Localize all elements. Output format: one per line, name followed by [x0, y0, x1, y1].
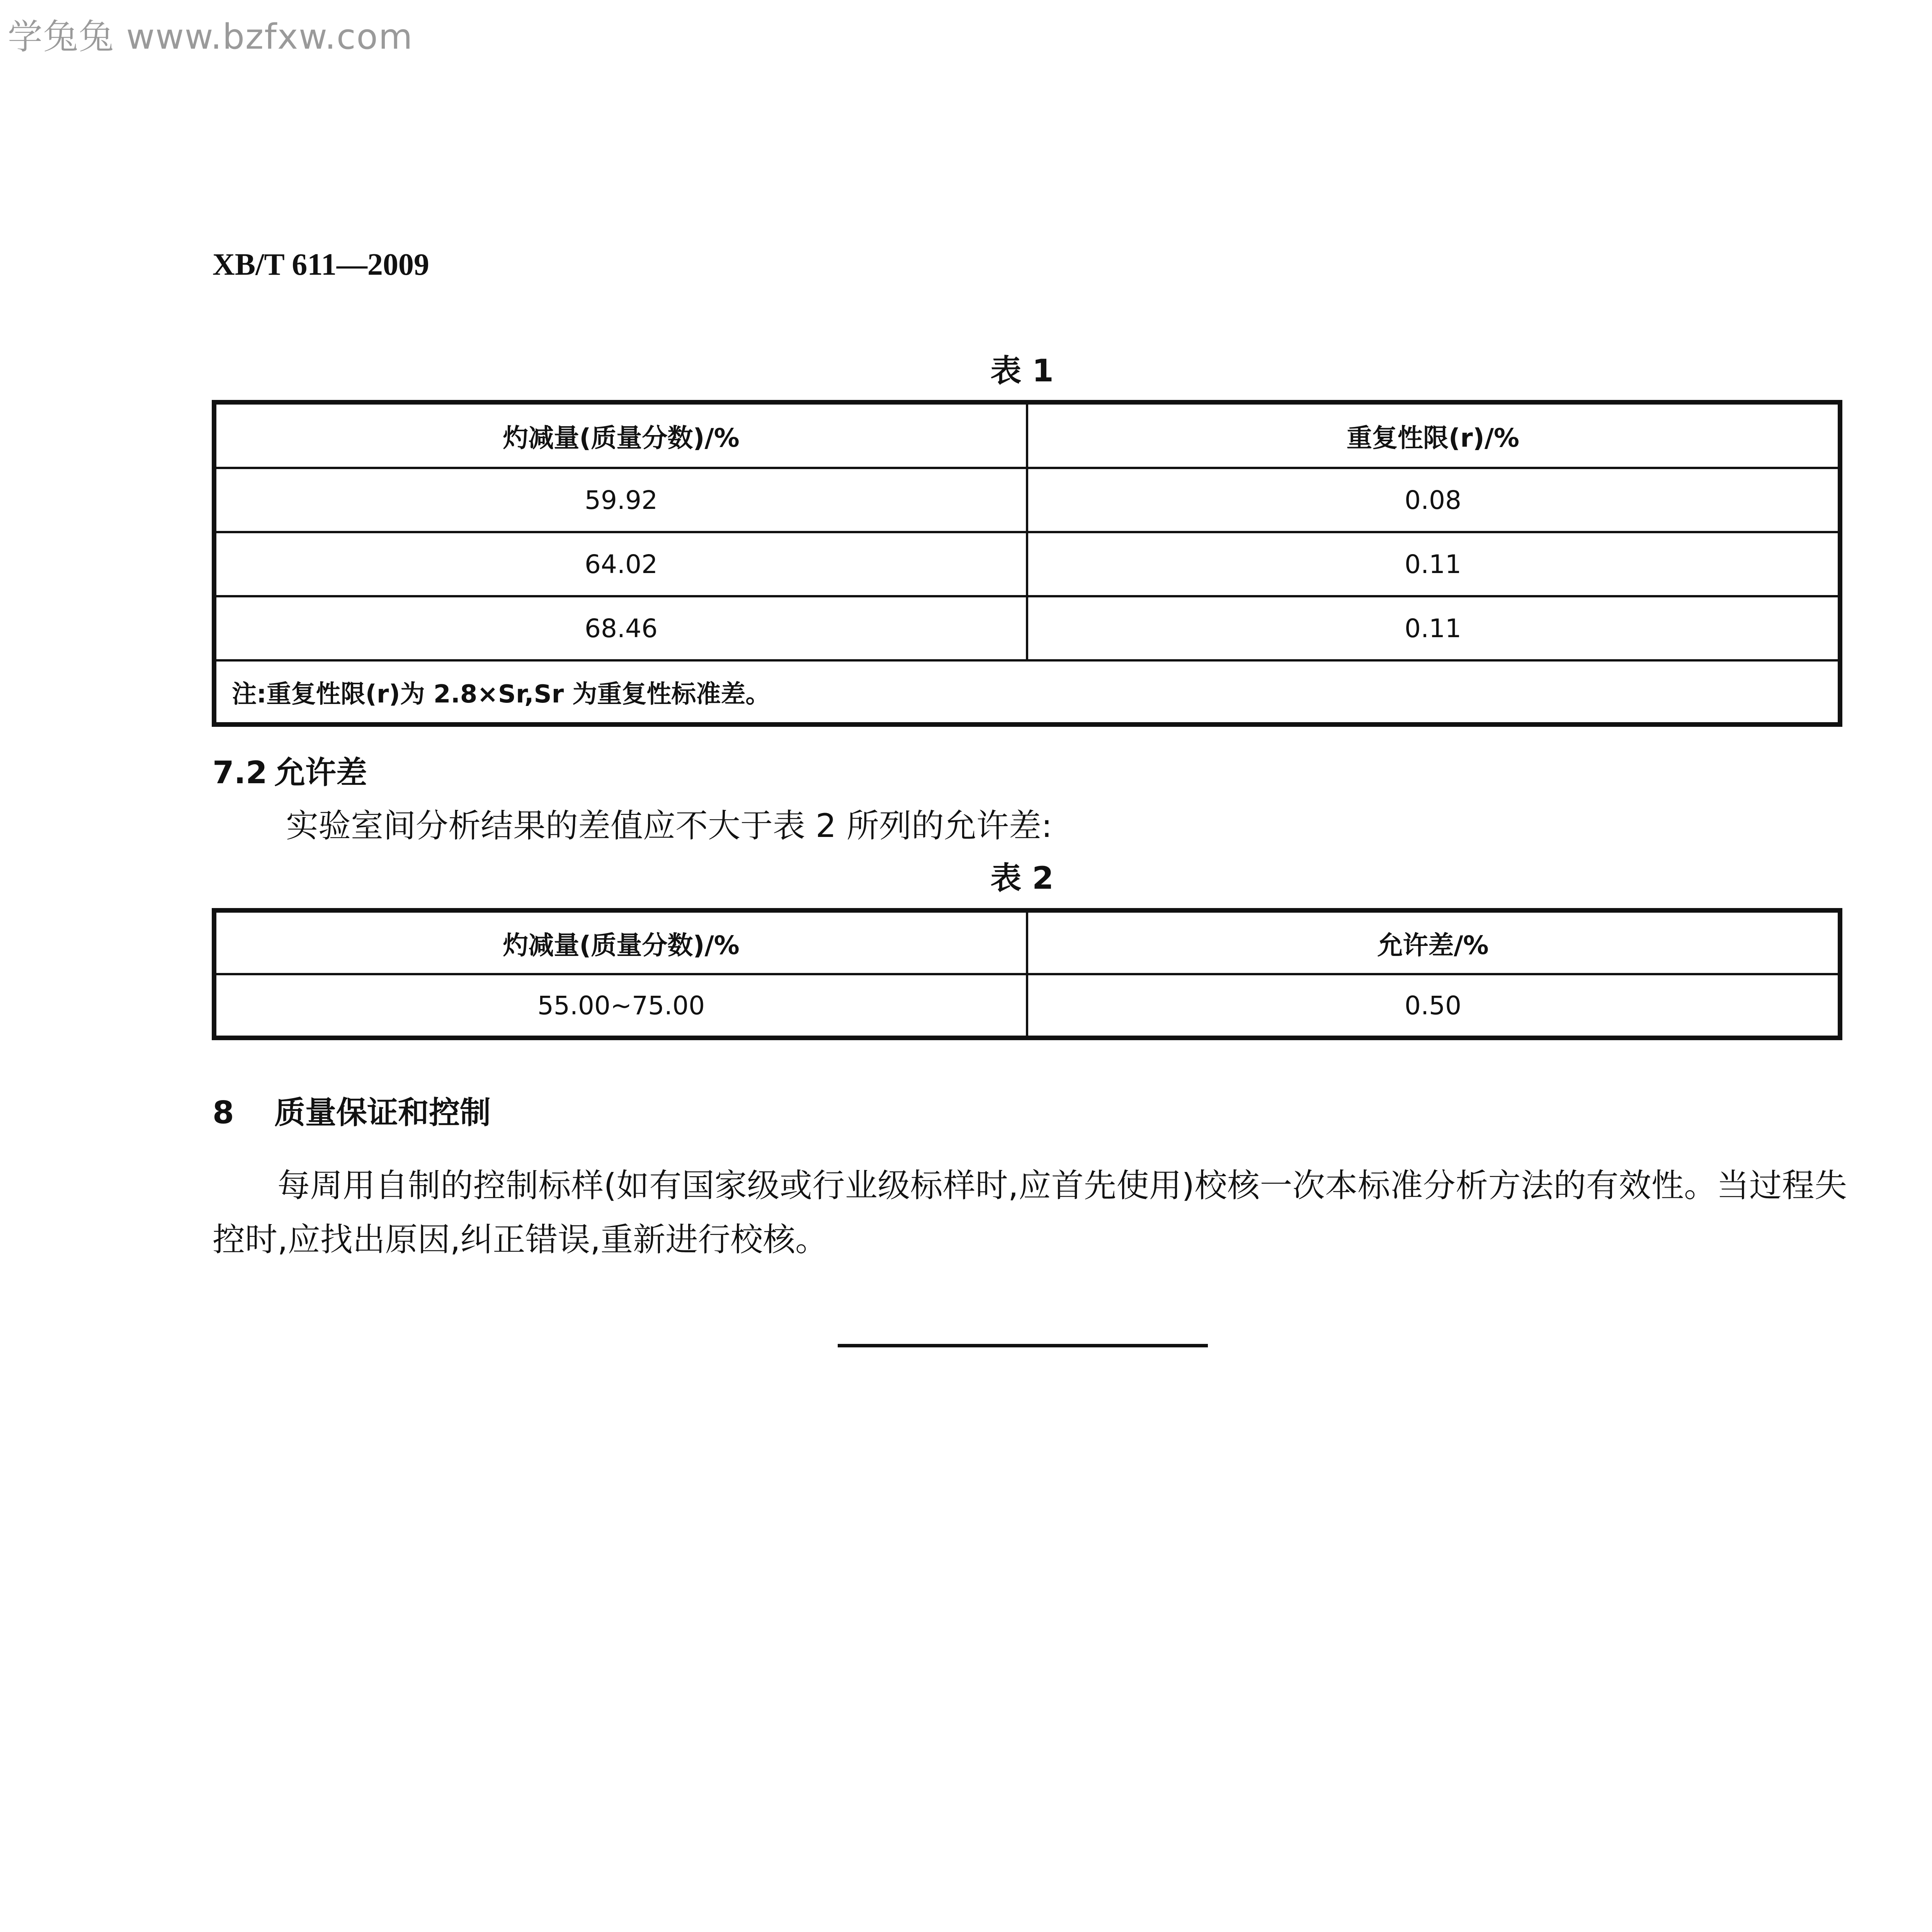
section-8-heading — [213, 1088, 491, 1132]
table-row — [214, 468, 1840, 532]
table2-caption: 表 2 — [990, 860, 1054, 896]
table2 — [212, 908, 1842, 1040]
table2-header-cell: 允许差/% — [1027, 910, 1840, 974]
table-cell: 0.08 — [1027, 468, 1840, 532]
section-7-2-text: 实验室间分析结果的差值应不大于表 2 所列的允许差: — [286, 807, 1053, 845]
table1-note-row — [214, 660, 1840, 724]
table2-header-cell: 灼减量(质量分数)/% — [214, 910, 1027, 974]
section-8-paragraph: 每周用自制的控制标样(如有国家级或行业级标样时,应首先使用)校核一次本标准分析方法的有效性。当过程失控时,应找出原因,纠正错误,重新进行校核。 — [213, 1167, 1847, 1259]
table1-header-cell: 重复性限(r)/% — [1027, 402, 1840, 468]
table1-header-row — [214, 402, 1840, 468]
section-number: 8 — [213, 1095, 234, 1131]
table-row — [214, 532, 1840, 596]
table1 — [212, 400, 1842, 727]
end-rule — [838, 1344, 1208, 1347]
table2-header-row — [214, 910, 1840, 974]
standard-code-header: XB/T 611—2009 — [213, 248, 429, 282]
table1-note: 注:重复性限(r)为 2.8×Sr,Sr 为重复性标准差。 — [214, 660, 1840, 724]
table1-header-cell: 灼减量(质量分数)/% — [214, 402, 1027, 468]
table-cell: 0.50 — [1027, 974, 1840, 1038]
section-title: 允许差 — [274, 755, 367, 791]
section-number: 7.2 — [213, 755, 267, 791]
table-cell: 68.46 — [214, 596, 1027, 660]
table-cell: 59.92 — [214, 468, 1027, 532]
section-7-2-heading — [213, 748, 367, 792]
table-cell: 0.11 — [1027, 532, 1840, 596]
table-row — [214, 974, 1840, 1038]
table-cell: 55.00~75.00 — [214, 974, 1027, 1038]
table-cell: 0.11 — [1027, 596, 1840, 660]
table-cell: 64.02 — [214, 532, 1027, 596]
section-title: 质量保证和控制 — [274, 1095, 491, 1131]
site-watermark: 学兔兔 www.bzfxw.com — [8, 17, 413, 57]
table-row — [214, 596, 1840, 660]
table1-caption: 表 1 — [990, 353, 1054, 389]
